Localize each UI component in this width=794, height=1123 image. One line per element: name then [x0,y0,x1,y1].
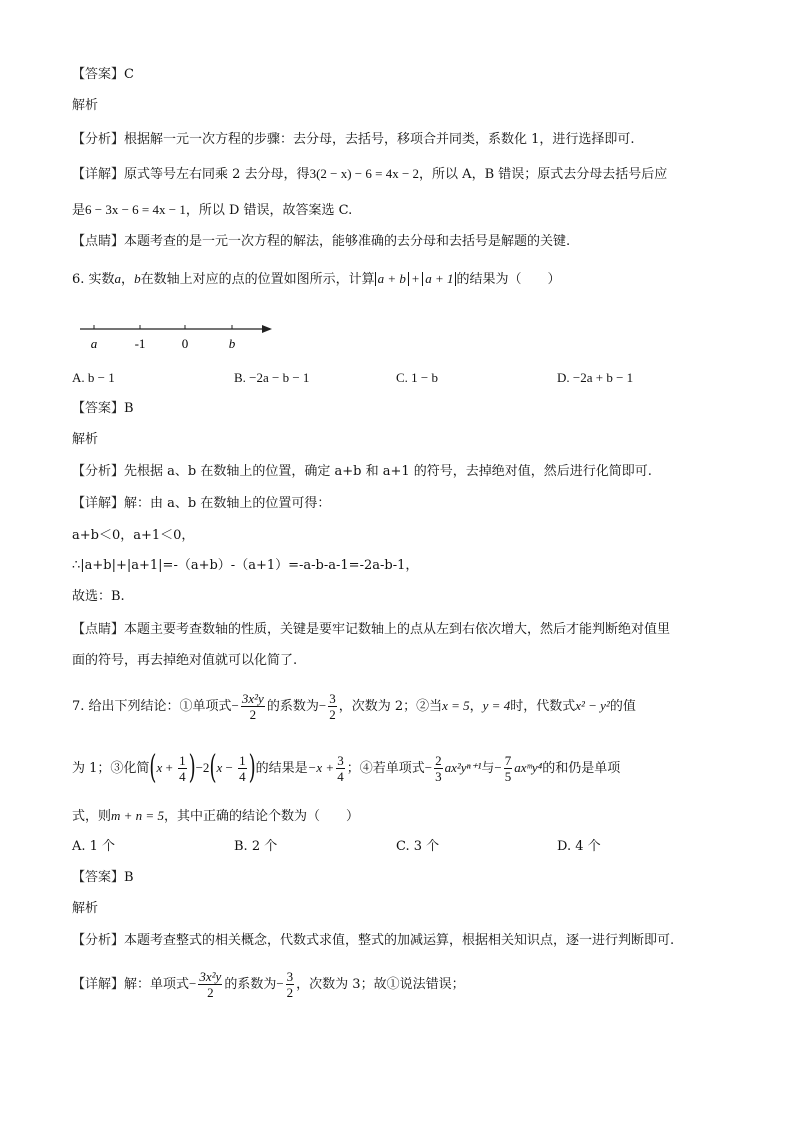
stem-text: 与 [481,761,495,776]
stem-text: 式，则 [72,809,112,824]
equation: 3(2 − x) − 6 = 4x − 2 [309,166,420,181]
var-a: a [114,271,122,286]
var-b: b [134,271,141,286]
q5-xiangjie-line1 [72,165,667,184]
numerator: 3x²y [199,969,222,984]
fenxi-text: 根据解一元一次方程的步骤：去分母，去括号，移项合并同类，系数化 1，进行选择即可. [124,132,635,147]
stem-text: 6. 实数 [72,272,115,287]
fenxi-text: 本题考查整式的相关概念，代数式求值，整式的加减运算，根据相关知识点，逐一进行判断即可. [124,933,675,948]
stem-text: 7. 给出下列结论：①单项式 [72,699,232,714]
q7-stem-line3 [72,807,359,826]
monomial-2: axᵐy⁴ [514,760,543,775]
q6-answer-line [72,400,134,418]
option-a: A. 1 个 [72,839,116,854]
answer-value: B [124,870,134,885]
q6-xiangjie [72,495,330,513]
q6-stem [72,270,561,289]
dianjing-text: 本题考查的是一元一次方程的解法，能够准确的去分母和去括号是解题的关键. [124,234,571,249]
fenxi-text: 先根据 a、b 在数轴上的位置，确定 a+b 和 a+1 的符号，去掉绝对值，然后进行化简即可. [124,464,652,479]
abs-expression: a + b [375,272,409,286]
equation: 6 − 3x − 6 = 4x − 1 [85,202,186,217]
xiangjie-text: 的系数为 [224,977,277,992]
xiangjie-text: ，次数为 3；故①说法错误； [296,977,465,992]
stem-text: 在数轴上对应的点的位置如图所示，计算 [140,272,375,287]
fraction-three-quarters [336,753,345,784]
answer-tag: 【答案】 [72,67,125,82]
answer-value: C [124,67,134,82]
q5-analysis-heading [72,97,98,115]
axis-label-neg1: -1 [134,336,146,351]
q6-analysis-heading [72,431,98,449]
numerator: 3x²y [241,691,264,706]
abs-expression: a + 1 [422,272,456,286]
option-d: D. 4 个 [557,839,601,854]
fraction-quarter [238,753,247,784]
xiangjie-tag: 【详解】 [72,977,125,992]
monomial-1: ax²yⁿ⁺¹ [444,760,482,775]
stem-text: 时，代数式 [510,699,576,714]
dianjing-tag: 【点睛】 [72,234,125,249]
fraction-coef [328,691,337,722]
option-d: D. −2a + b − 1 [557,370,634,385]
axis-label-0: 0 [181,336,189,351]
xiangjie-text: ，所以 A，B 错误；原式去分母去括号后应 [419,167,668,182]
analysis-label: 解析 [72,901,99,916]
fenxi-tag: 【分析】 [72,933,125,948]
fraction-coef [286,969,295,1000]
dianjing-tag: 【点睛】 [72,622,125,637]
denominator: 4 [179,769,186,784]
answer-value: B [124,401,134,416]
stem-text: 的值 [609,699,636,714]
denominator: 4 [337,769,344,784]
stem-text: 的结果是 [255,761,308,776]
stem-text: 为 1；③化简 [72,761,150,776]
analysis-label: 解析 [72,432,99,447]
stem-text: 的结果为（ ） [456,272,561,287]
stem-text: 的系数为 [266,699,319,714]
denominator: 2 [329,707,336,722]
xiangjie-text: 解：单项式 [124,977,190,992]
q5-fenxi [72,131,635,149]
numerator: 1 [179,753,186,768]
xiangjie-tag: 【详解】 [72,167,125,182]
q7-analysis-heading [72,900,98,918]
fraction-m2 [504,753,513,784]
xiangjie-tag: 【详解】 [72,496,125,511]
arrow-icon [262,325,272,333]
q5-xiangjie-line2 [72,201,352,220]
stem-text: ，次数为 2；②当 [338,699,443,714]
xiangjie-text: 是 [72,203,86,218]
result-expression: −x + [307,760,335,775]
plus-sign: + [411,271,420,286]
option-b: B. 2 个 [234,839,278,854]
q5-dianjing [72,233,570,251]
q6-dianjing-line1 [72,621,670,639]
fraction-quarter [178,753,187,784]
answer-tag: 【答案】 [72,401,125,416]
fenxi-tag: 【分析】 [72,464,125,479]
stem-text: ，其中正确的结论个数为（ ） [163,809,359,824]
q6-step1: a+b＜0，a+1＜0， [72,528,195,543]
xiangjie-text: 原式等号左右同乘 2 去分母，得 [124,167,310,182]
q7-stem-line2: 为 1；③化简(x + $\frac{1}{4}$ )−2(x − $\frac{1}{4}$ )的结果是−x + $\frac{3}{4}$ ；④若单项式− $\frac{2}{3}$ ax²yⁿ⁺¹与− $\frac{7}{5}$ axᵐy⁴的和仍是单项 [72,748,621,787]
numerator: 2 [435,753,442,768]
q6-step2: ∴|a+b|+|a+1|=-（a+b）-（a+1）=-a-b-a-1=-2a-b-1， [72,558,419,573]
fraction-m1 [434,753,443,784]
numerator: 3 [286,969,294,984]
denominator: 2 [249,707,257,722]
axis-label-b: b [228,336,236,351]
separator: ， [121,272,135,287]
axis-label-a: a [90,336,98,351]
stem-text: 的和仍是单项 [542,761,621,776]
q6-dianjing-line2: 面的符号，再去掉绝对值就可以化简了. [72,653,298,668]
denominator: 3 [435,769,442,784]
q6-fenxi [72,463,652,481]
option-a: A. b − 1 [72,370,115,385]
fraction-mono1 [198,969,222,1000]
fraction-mono1 [241,691,265,722]
q7-fenxi [72,932,674,950]
denominator: 5 [504,769,512,784]
xiangjie-text: 解：由 a、b 在数轴上的位置可得： [124,496,331,511]
dianjing-text: 本题主要考查数轴的性质，关键是要牢记数轴上的点从左到右依次增大，然后才能判断绝对值里 [124,622,671,637]
denominator: 2 [286,985,294,1000]
option-c: C. 1 − b [396,370,439,385]
option-c: C. 3 个 [396,839,440,854]
analysis-label: 解析 [72,98,99,113]
denominator: 2 [207,985,214,1000]
denominator: 4 [239,769,246,784]
q6-step3: 故选：B. [72,589,125,604]
numerator: 3 [329,691,336,706]
fenxi-tag: 【分析】 [72,132,125,147]
xiangjie-text: ，所以 D 错误，故答案选 C. [185,203,353,218]
q5-answer-line [72,66,134,84]
answer-tag: 【答案】 [72,870,125,885]
numerator: 1 [239,753,246,768]
option-b: B. −2a − b − 1 [234,370,310,385]
numerator: 7 [504,753,512,768]
condition-x: x = 5 [442,698,470,713]
stem-text: ；④若单项式 [346,761,425,776]
numerator: 3 [337,753,344,768]
expression: x² − y² [575,698,610,713]
number-line [72,318,282,354]
q7-xiangjie: 【详解】解：单项式− $\frac{\text{3x²y}}{2}$ 的系数为− $\frac{3}{2}$ ，次数为 3；故①说法错误； [72,969,465,1000]
q7-answer-line [72,869,134,887]
condition-y: y = 4 [482,698,511,713]
condition-mn: m + n = 5 [111,808,164,823]
q7-stem-line1: 7. 给出下列结论：①单项式− $\frac{\text{3x²y}}{2}$ 的系数为− $\frac{3}{2}$ ，次数为 2；②当x = 5，y = 4时，代数式x² − y²的值 [72,691,636,722]
